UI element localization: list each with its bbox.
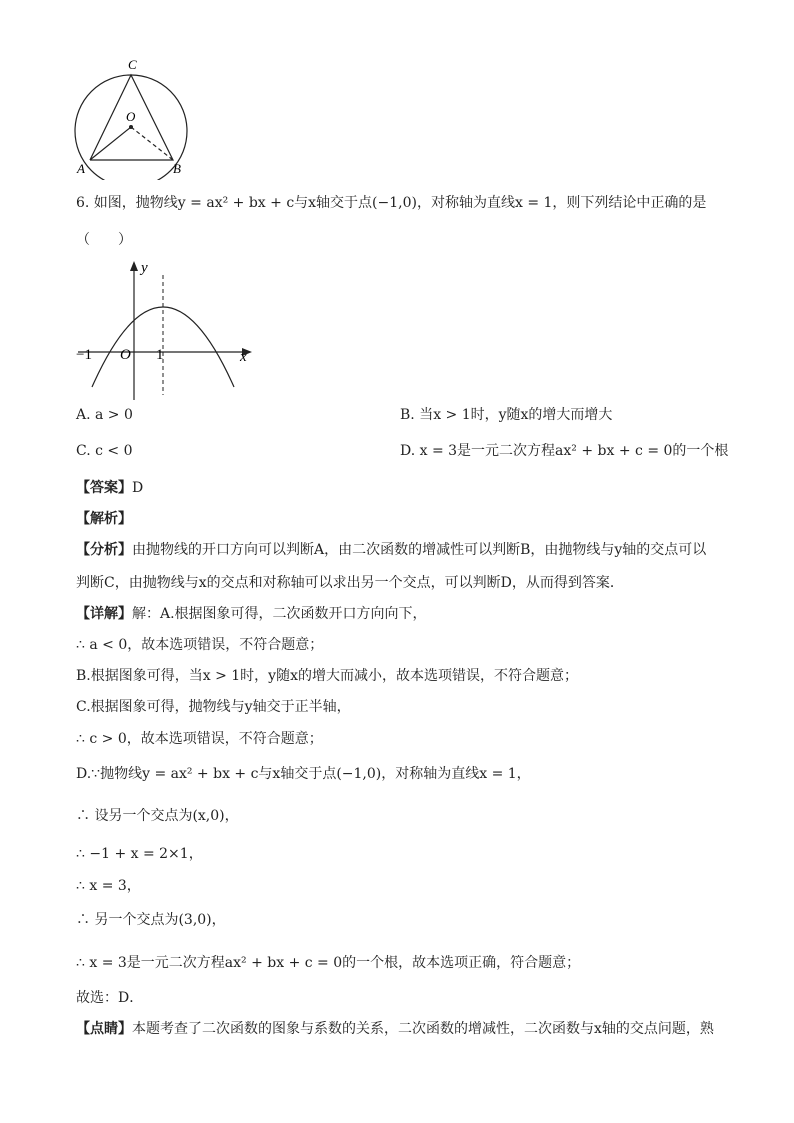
label-y: y [141,260,148,276]
label-o: O [126,109,136,124]
detail-line-2: ∴ a < 0，故本选项错误，不符合题意； [76,637,324,653]
label-x: x [240,349,247,365]
question-6-stem: 6. 如图，抛物线y = ax² + bx + c与x轴交于点(−1,0)，对称轴为直线x = 1，则下列结论中正确的是 [76,195,707,211]
label-origin: O [120,347,131,363]
option-c: C. c < 0 [76,443,133,459]
detail-line-4: C.根据图象可得，抛物线与y轴交于正半轴， [76,699,351,715]
detail-line-1 [76,604,427,624]
detail-line-6: D.∵抛物线y = ax² + bx + c与x轴交于点(−1,0)，对称轴为直线x = 1， [76,766,531,782]
detail-line-8: ∴ −1 + x = 2×1， [76,846,203,862]
segment-ob-dashed [131,127,173,160]
detail-line-10: ∴ 另一个交点为(3,0)， [76,912,226,928]
analysis-tag: 【解析】 [76,511,132,527]
center-point [129,125,133,129]
parabola-figure [70,255,260,400]
answer-line [76,478,143,498]
detail-line-7: ∴ 设另一个交点为(x,0)， [76,808,239,824]
detail-line-12: 故选：D． [76,990,144,1006]
option-b: B. 当x > 1时，y随x的增大而增大 [400,407,613,423]
option-a: A. a > 0 [76,407,133,423]
dianjing-line [76,1019,714,1039]
detail-text-1: 解：A.根据图象可得，二次函数开口方向向下， [132,606,427,622]
label-c: C [128,57,137,72]
label-b: B [173,161,181,176]
fenxi-line-1 [76,540,706,560]
question-6-paren: （ ） [76,232,132,248]
detail-line-3: B.根据图象可得，当x > 1时，y随x的增大而减小，故本选项错误，不符合题意； [76,668,578,684]
fenxi-text-1: 由抛物线的开口方向可以判断A，由二次函数的增减性可以判断B，由抛物线与y轴的交点可以 [132,542,707,558]
dianjing-text: 本题考查了二次函数的图象与系数的关系，二次函数的增减性，二次函数与x轴的交点问题，熟 [132,1021,714,1037]
answer-tag: 【答案】 [76,480,132,496]
circle-triangle-figure [70,55,195,180]
fenxi-tag: 【分析】 [76,542,132,558]
y-axis-arrow [130,261,138,271]
segment-oa [90,127,131,160]
detail-line-11: ∴ x = 3是一元二次方程ax² + bx + c = 0的一个根，故本选项正确，符合题意； [76,955,581,971]
detail-line-9: ∴ x = 3， [76,878,141,894]
fenxi-line-2: 判断C，由抛物线与x的交点和对称轴可以求出另一个交点，可以判断D，从而得到答案． [76,575,624,591]
detail-tag: 【详解】 [76,606,132,622]
label-one: 1 [156,347,164,363]
detail-line-5: ∴ c > 0，故本选项错误，不符合题意； [76,731,323,747]
label-a: A [77,161,85,176]
dianjing-tag: 【点睛】 [76,1021,132,1037]
option-d: D. x = 3是一元二次方程ax² + bx + c = 0的一个根 [400,443,729,459]
label-neg1: −1 [76,347,92,363]
answer-value: D [132,480,144,496]
